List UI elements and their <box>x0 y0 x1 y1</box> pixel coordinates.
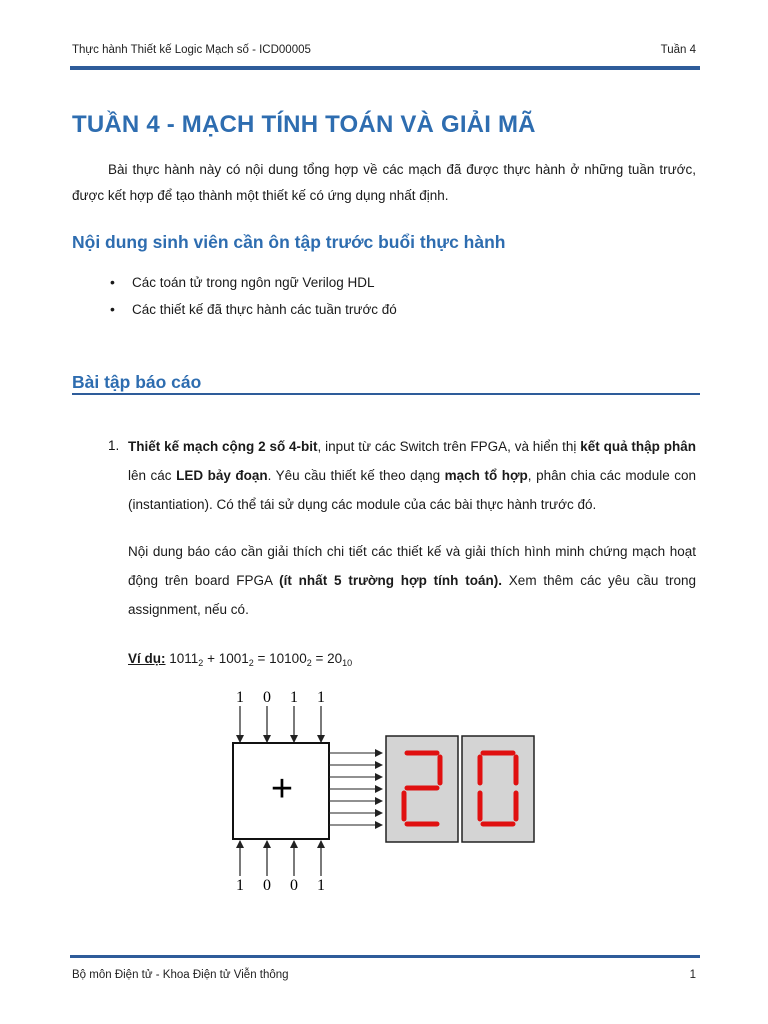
header-rule <box>70 66 700 70</box>
header-week: Tuần 4 <box>660 44 696 56</box>
base-subscript: 2 <box>306 658 312 668</box>
output-bus <box>329 753 382 825</box>
input-bit-top: 1 <box>290 689 298 706</box>
report-requirements <box>128 537 696 624</box>
task-text: , phân chia các module con (instantiation). Có thể tái sử dụng các module của các bài thực hành trước đó. <box>128 468 696 512</box>
report-bold-text: (ít nhất 5 trường hợp tính toán). <box>279 573 502 588</box>
input-bit-top: 1 <box>236 689 244 706</box>
footer-page-number: 1 <box>689 969 696 981</box>
base-subscript: 2 <box>248 658 254 668</box>
example-operand-a: 1011 <box>169 651 199 666</box>
example-operand-b: 1001 <box>218 651 249 666</box>
example-label: Ví dụ: <box>128 651 166 666</box>
intro-paragraph: Bài thực hành này có nội dung tổng hợp về các mạch đã được thực hành ở những tuần trước, được kết hợp để tạo thành một thiết kế có ứng dụng nhất định. <box>72 162 696 203</box>
header-course: Thực hành Thiết kế Logic Mạch số - ICD00005 <box>72 44 311 56</box>
task-bold-text: kết quả thập phân <box>580 439 696 454</box>
adder-figure <box>226 684 546 896</box>
task-title: Thiết kế mạch cộng 2 số 4-bit <box>128 439 318 454</box>
plus-sign: + <box>203 651 219 666</box>
input-bit-bottom: 1 <box>236 877 244 894</box>
task-text: lên các <box>128 468 177 483</box>
base-subscript: 2 <box>198 658 204 668</box>
footer-rule <box>70 955 700 958</box>
example-line <box>128 644 696 678</box>
equals-sign: = <box>311 651 328 666</box>
task-description <box>128 432 696 519</box>
footer-department: Bộ môn Điện tử - Khoa Điện tử Viễn thông <box>72 969 289 981</box>
input-bit-top: 1 <box>317 689 325 706</box>
report-text: Xem thêm các yêu cầu trong assignment, nếu có. <box>128 573 696 617</box>
task-number: 1. <box>108 438 120 453</box>
input-bit-bottom: 0 <box>290 877 298 894</box>
example-sum-decimal: 20 <box>327 651 343 666</box>
base-subscript: 10 <box>342 658 353 668</box>
task-text: , input từ các Switch trên FPGA, và hiển thị <box>317 439 581 454</box>
page-title: TUẦN 4 - MẠCH TÍNH TOÁN VÀ GIẢI MÃ <box>72 111 536 138</box>
review-heading: Nội dung sinh viên cần ôn tập trước buổi thực hành <box>72 232 506 252</box>
task-bold-text: mạch tổ hợp <box>444 468 528 483</box>
review-item: • Các toán tử trong ngôn ngữ Verilog HDL <box>132 275 374 290</box>
plus-operator: + <box>270 768 294 810</box>
report-text: Nội dung báo cáo cần giải thích chi tiết các thiết kế và giải thích hình minh chứng mạch hoạt động trên board FPGA <box>128 544 696 588</box>
section-rule <box>72 393 700 395</box>
example-sum-binary: 10100 <box>269 651 307 666</box>
input-bit-bottom: 0 <box>263 877 271 894</box>
review-item: • Các thiết kế đã thực hành các tuần trước đó <box>132 302 397 317</box>
equals-sign: = <box>253 651 270 666</box>
input-bit-bottom: 1 <box>317 877 325 894</box>
input-bit-top: 0 <box>263 689 271 706</box>
task-text: . Yêu cầu thiết kế theo dạng <box>267 468 445 483</box>
task-bold-text: LED bảy đoạn <box>176 468 268 483</box>
report-heading: Bài tập báo cáo <box>72 372 202 392</box>
